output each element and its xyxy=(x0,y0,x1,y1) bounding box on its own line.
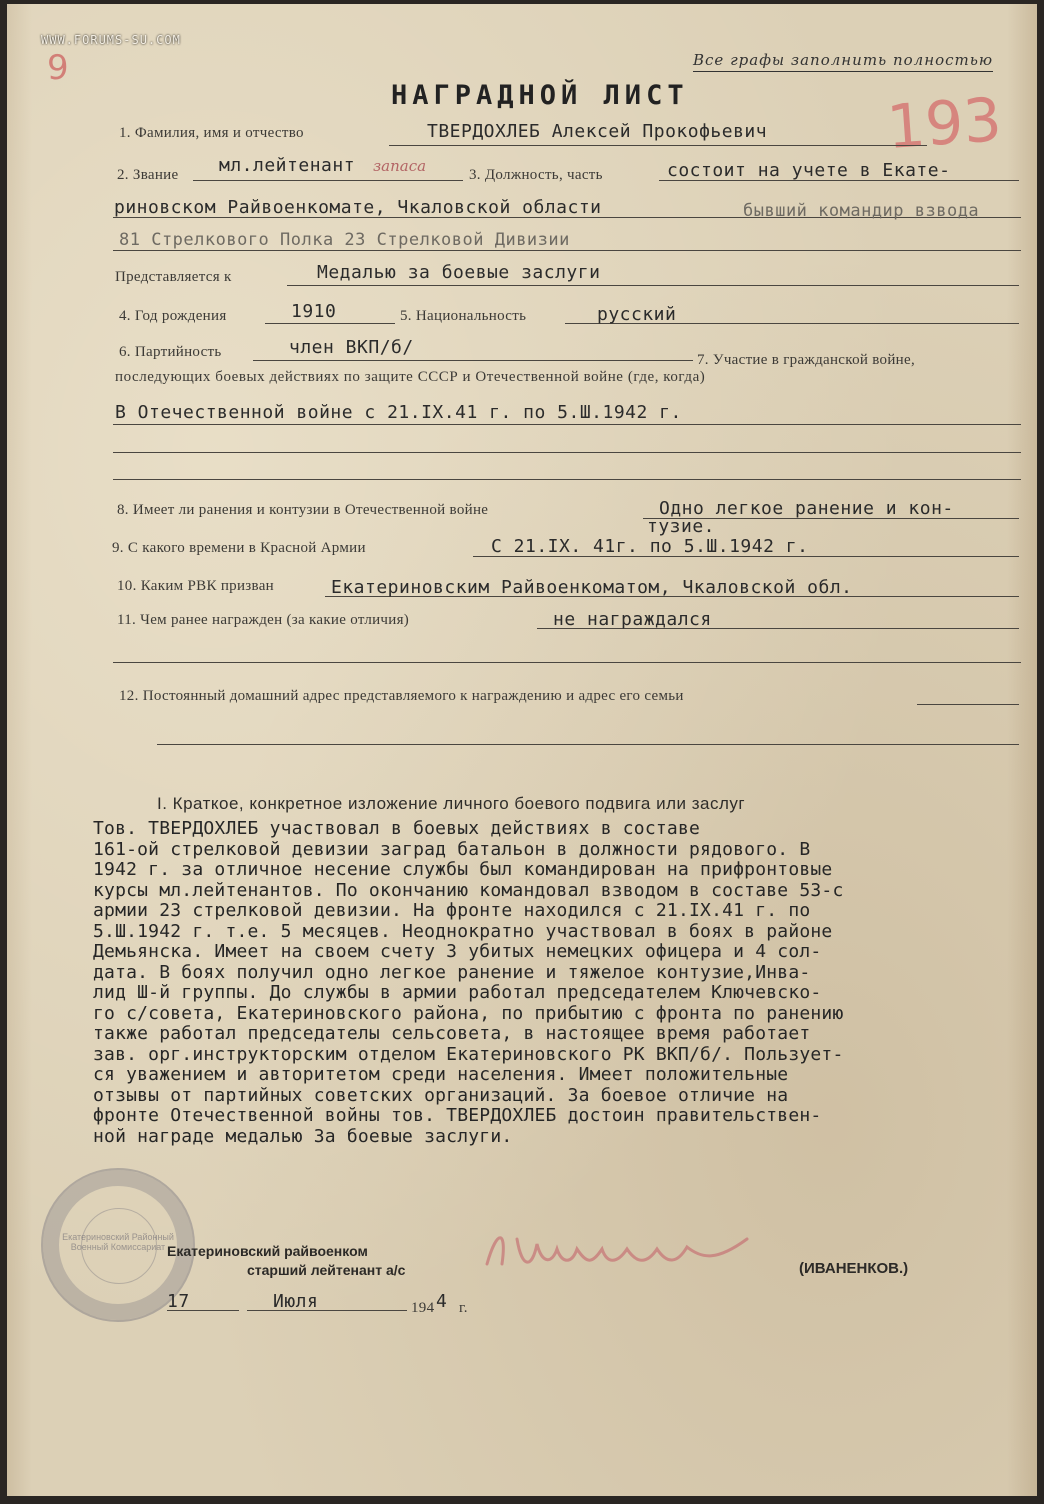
narrative-line: Тов. ТВЕРДОХЛЕБ участвовал в боевых действиях в составе xyxy=(93,818,701,839)
narrative-line: лид Ш-й группы. До службы в армии работал председателем Ключевско- xyxy=(93,982,822,1003)
field-3-value-line-1: состоит на учете в Екате- xyxy=(667,160,951,181)
field-8-label: 8. Имеет ли ранения и контузии в Отечественной войне xyxy=(117,502,489,518)
field-7-value: В Отечественной войне с 21.IX.41 г. по 5.Ш.1942 г. xyxy=(115,402,682,423)
field-9-value: С 21.IX. 41г. по 5.Ш.1942 г. xyxy=(491,536,809,557)
field-7-label-b: последующих боевых действиях по защите СССР и Отечественной войне (где, когда) xyxy=(115,369,706,385)
field-11-label: 11. Чем ранее награжден (за какие отличия) xyxy=(117,612,410,628)
narrative-line: 5.Ш.1942 г. т.е. 5 месяцев. Неоднократно участвовал в боях в районе xyxy=(93,920,833,942)
field-10-value: Екатериновским Райвоенкоматом, Чкаловской обл. xyxy=(331,577,853,598)
corner-instruction: Все графы заполнить полностью xyxy=(693,51,993,72)
narrative-line: армии 23 стрелковой девизии. На фронте находился с 21.IX.41 г. по xyxy=(93,900,811,921)
field-2-value: мл.лейтенант xyxy=(219,155,356,176)
handwritten-signature xyxy=(477,1209,777,1289)
narrative-line: 161-ой стрелковой девизии заград батальон в должности рядового. В xyxy=(93,838,811,860)
award-value: Медалью за боевые заслуги xyxy=(317,262,601,283)
narrative-line: фронте Отечественной войны тов. ТВЕРДОХЛЕБ достоин правительствен- xyxy=(93,1105,822,1126)
date-month: Июля xyxy=(273,1291,319,1312)
date-year-prefix: 194 xyxy=(411,1300,435,1316)
watermark-text: WWW.FORUMS-SU.COM xyxy=(41,33,181,47)
signer-rank: старший лейтенант а/с xyxy=(247,1262,406,1278)
margin-mark: 9 xyxy=(47,48,69,88)
field-1-value: ТВЕРДОХЛЕБ Алексей Прокофьевич xyxy=(427,121,768,142)
award-label: Представляется к xyxy=(115,269,232,285)
field-3-value-line-3: 81 Стрелкового Полка 23 Стрелковой Дивизии xyxy=(119,230,570,250)
narrative-line: зав. орг.инструкторским отделом Екатериновского РК ВКП/б/. Пользует- xyxy=(93,1043,844,1065)
field-3-value-line-2b: бывший командир взвода xyxy=(743,201,980,221)
narrative-line: ся уважением и авторитетом среди населения. Имеет положительные xyxy=(93,1064,789,1085)
field-8-value-line-1: Одно легкое ранение и кон- xyxy=(659,498,954,519)
narrative-line: также работал председателы сельсовета, в настоящее время работает xyxy=(93,1023,811,1044)
narrative-line: дата. В боях получил одно легкое ранение и тяжелое контузие,Инва- xyxy=(93,961,811,983)
field-9-label: 9. С какого времени в Красной Армии xyxy=(112,540,366,556)
date-year-digit: 4 xyxy=(436,1291,448,1312)
document-title: НАГРАДНОЙ ЛИСТ xyxy=(391,80,689,111)
field-10-label: 10. Каким РВК призван xyxy=(117,578,274,594)
field-12-label: 12. Постоянный домашний адрес представляемого к награждению и адрес его семьи xyxy=(119,688,684,704)
stamp-text: Екатериновский Районный Военный Комиссариат xyxy=(62,1232,174,1252)
signer-name: (ИВАНЕНКОВ.) xyxy=(799,1260,909,1277)
field-4-value: 1910 xyxy=(291,301,337,322)
field-6-label: 6. Партийность xyxy=(119,344,222,360)
field-3-value-line-2: риновском Райвоенкомате, Чкаловской области xyxy=(114,197,602,218)
narrative-line: курсы мл.лейтенантов. По окончанию командовал взводом в составе 53-с xyxy=(93,879,844,901)
date-year-suffix: г. xyxy=(459,1300,468,1316)
field-4-label: 4. Год рождения xyxy=(119,308,227,324)
award-sheet-page xyxy=(7,4,1037,1496)
section-heading: I. Краткое, конкретное изложение личного боевого подвига или заслуг xyxy=(157,794,746,813)
pencil-number: 193 xyxy=(884,85,1004,163)
field-5-label: 5. Национальность xyxy=(400,308,527,324)
field-7-label-a: 7. Участие в гражданской войне, xyxy=(697,352,915,368)
narrative-line: ной награде медалью За боевые заслуги. xyxy=(93,1125,513,1147)
field-3-label: 3. Должность, часть xyxy=(469,167,603,183)
field-6-value: член ВКП/б/ xyxy=(289,337,414,358)
narrative-line: Демьянска. Имеет на своем счету 3 убитых немецких офицера и 4 сол- xyxy=(93,941,822,962)
field-2-note: запаса xyxy=(373,157,427,175)
narrative-line: 1942 г. за отличное несение службы был командирован на прифронтовые xyxy=(93,859,833,880)
signer-org: Екатериновский райвоенком xyxy=(167,1243,368,1259)
narrative-line: отзывы от партийных советских организаций. За боевое отличие на xyxy=(93,1084,789,1106)
narrative-line: го с/совета, Екатериновского района, по прибытию с фронта по ранению xyxy=(93,1002,844,1024)
narrative-text xyxy=(93,819,1037,1147)
date-day: 17 xyxy=(167,1291,190,1312)
field-11-value: не награждался xyxy=(553,609,712,630)
field-1-label: 1. Фамилия, имя и отчество xyxy=(119,125,304,141)
field-2-label: 2. Звание xyxy=(117,167,179,183)
field-8-value-line-2: тузие. xyxy=(647,516,716,537)
field-5-value: русский xyxy=(597,304,677,325)
